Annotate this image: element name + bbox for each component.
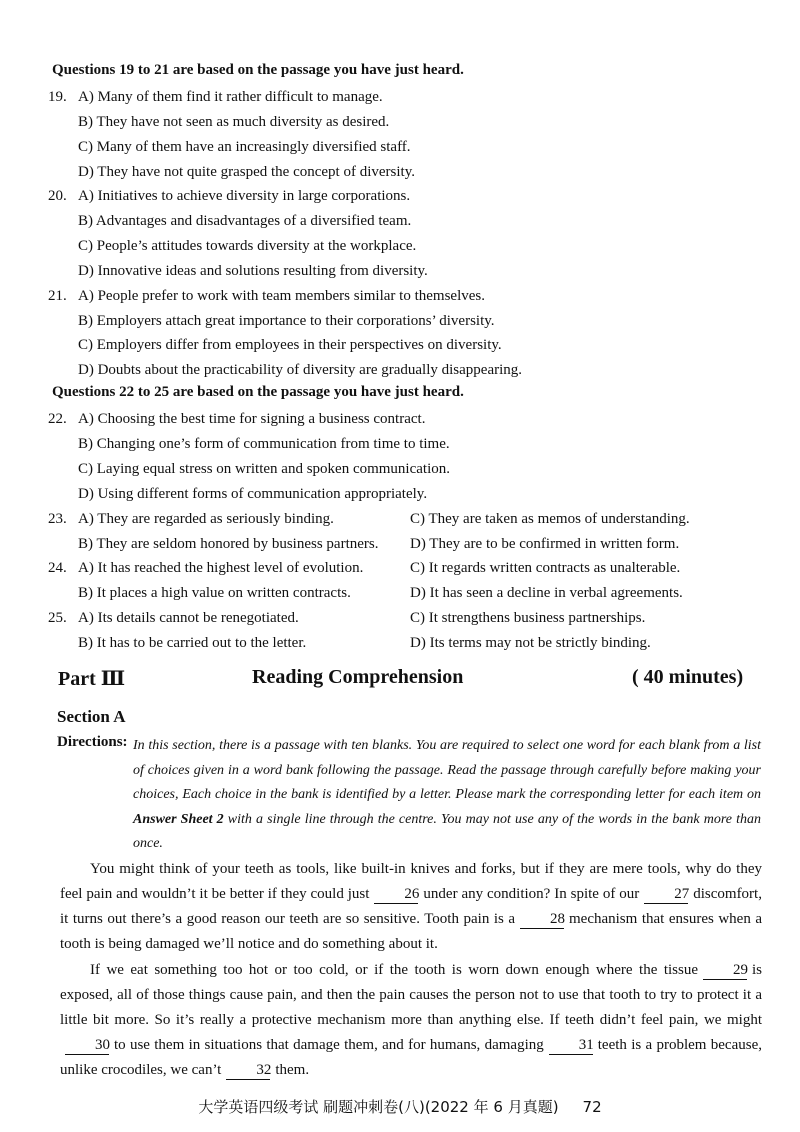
- blank-29: 29: [703, 962, 747, 980]
- part-title: Reading Comprehension: [252, 666, 464, 688]
- option-19b: B) They have not seen as much diversity as desired.: [78, 114, 390, 130]
- option-23c: C) They are taken as memos of understanding.: [410, 511, 690, 527]
- option-23d: D) They are to be confirmed in written form.: [410, 536, 680, 552]
- blank-27: 27: [644, 886, 688, 904]
- question-number: 20.: [48, 188, 67, 204]
- question-group-heading: Questions 19 to 21 are based on the passage you have just heard.: [52, 62, 464, 78]
- option-24b: B) It places a high value on written contracts.: [78, 585, 351, 601]
- page-footer: [0, 1096, 800, 1117]
- question-group-heading: Questions 22 to 25 are based on the passage you have just heard.: [52, 384, 464, 400]
- option-22a: 22. A) Choosing the best time for signing a business contract.: [48, 411, 426, 427]
- part-label: Part Ⅲ: [58, 668, 126, 690]
- option-21a: 21. A) People prefer to work with team members similar to themselves.: [48, 288, 485, 304]
- option-21d: D) Doubts about the practicability of diversity are gradually disappearing.: [78, 362, 523, 378]
- question-number: 25.: [48, 610, 67, 626]
- part-time: ( 40 minutes): [632, 666, 744, 688]
- option-21b: B) Employers attach great importance to their corporations’ diversity.: [78, 313, 495, 329]
- option-19c: C) Many of them have an increasingly diversified staff.: [78, 139, 411, 155]
- answer-sheet-ref: Answer Sheet 2: [133, 811, 224, 827]
- option-22c: C) Laying equal stress on written and spoken communication.: [78, 461, 451, 477]
- passage-paragraph-2: If we eat something too hot or too cold, or if the tooth is worn down enough where the tissue 29 is exposed, all of those things cause pain, and then the pain causes the person not to use that tooth to try to protect it a little bit more. So it’s really a protective mechanism more than anything else. If teeth didn’t feel pain, we might30 to use them in situations that damage them, and for humans, damaging 31 teeth is a problem because, unlike crocodiles, we can’t 32 them.: [60, 962, 762, 1078]
- blank-31: 31: [549, 1037, 593, 1055]
- question-number: 22.: [48, 411, 67, 427]
- option-19a: 19. A) Many of them find it rather difficult to manage.: [48, 89, 383, 105]
- option-25c: C) It strengthens business partnerships.: [410, 610, 646, 626]
- option-22b: B) Changing one’s form of communication from time to time.: [78, 436, 450, 452]
- option-20b: B) Advantages and disadvantages of a diversified team.: [78, 213, 412, 229]
- option-25a: 25. A) Its details cannot be renegotiated.: [48, 610, 299, 626]
- section-title: Section A: [57, 707, 126, 726]
- blank-26: 26: [374, 886, 418, 904]
- question-number: 24.: [48, 560, 67, 576]
- blank-32: 32: [226, 1062, 270, 1080]
- option-19d: D) They have not quite grasped the concept of diversity.: [78, 164, 415, 180]
- option-24a: 24. A) It has reached the highest level of evolution.: [48, 560, 364, 576]
- option-23a: 23. A) They are regarded as seriously binding.: [48, 511, 334, 527]
- page-number: 72: [582, 1098, 602, 1116]
- blank-28: 28: [520, 911, 564, 929]
- footer-title: 大学英语四级考试 刷题冲刺卷(八)(2022 年 6 月真题): [198, 1098, 559, 1116]
- question-number: 23.: [48, 511, 67, 527]
- option-24c: C) It regards written contracts as unalterable.: [410, 560, 681, 576]
- directions-label: Directions:: [57, 734, 128, 750]
- option-25d: D) Its terms may not be strictly binding.: [410, 635, 651, 651]
- question-number: 21.: [48, 288, 67, 304]
- option-25b: B) It has to be carried out to the letter.: [78, 635, 307, 651]
- passage-paragraph-1: You might think of your teeth as tools, like built-in knives and forks, but if they are mere tools, why do they feel pain and wouldn’t it be better if they could just 26 under any condition? In spite of our 27 discomfort, it turns out there’s a good reason our teeth are so sensitive. Tooth pain is a 28 mechanism that ensures when a tooth is being damaged we’ll notice and do something about it.: [60, 861, 762, 952]
- blank-30: 30: [65, 1037, 109, 1055]
- option-20d: D) Innovative ideas and solutions resulting from diversity.: [78, 263, 428, 279]
- option-22d: D) Using different forms of communication appropriately.: [78, 486, 428, 502]
- option-20c: C) People’s attitudes towards diversity at the workplace.: [78, 238, 417, 254]
- directions-text: In this section, there is a passage with ten blanks. You are required to select one word for each blank from a list of choices given in a word bank following the passage. Read the passage through carefully before making your choices, Each choice in the bank is identified by a letter. Please mark the corresponding letter for each item on Answer Sheet 2 with a single line through the centre. You may not use any of the words in the bank more than once.: [133, 738, 761, 851]
- option-20a: 20. A) Initiatives to achieve diversity in large corporations.: [48, 188, 411, 204]
- option-23b: B) They are seldom honored by business partners.: [78, 536, 379, 552]
- option-24d: D) It has seen a decline in verbal agreements.: [410, 585, 683, 601]
- question-number: 19.: [48, 89, 67, 105]
- option-21c: C) Employers differ from employees in their perspectives on diversity.: [78, 337, 502, 353]
